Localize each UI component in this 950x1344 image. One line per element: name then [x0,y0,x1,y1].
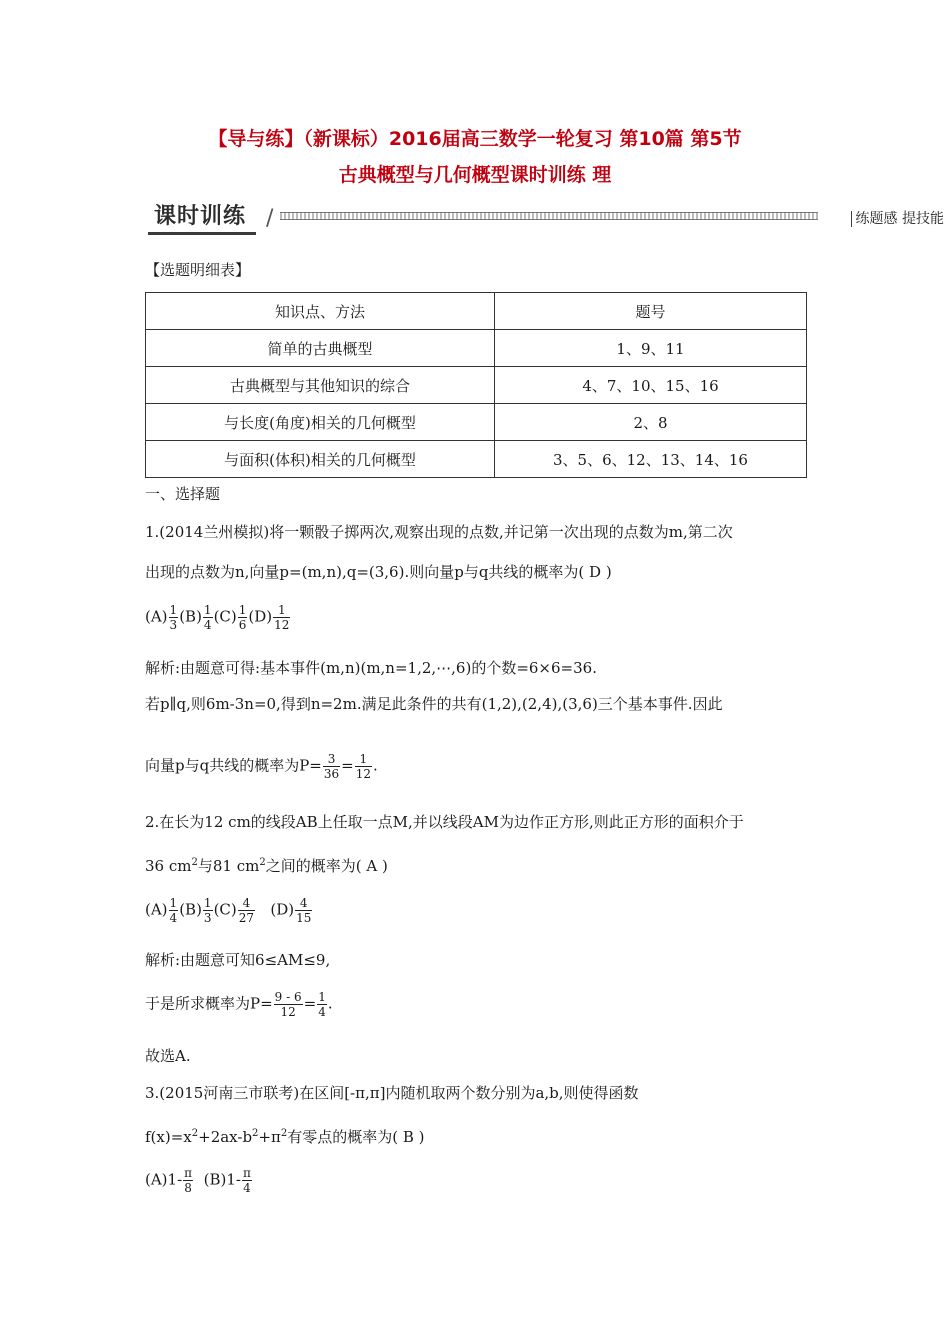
document-title-line1: 【导与练】（新课标）2016届高三数学一轮复习 第10篇 第5节 [208,128,742,150]
table-row [146,441,807,478]
q2-stem-line2: 36 $cm^2$与81 $cm^2$之间的概率为( A ) [145,857,388,875]
q2-options: (A) $\frac{1}{4}$ (B) $\frac{1}{3}$ (C) $\frac{4}{27}$ (D) $\frac{4}{15}$ [145,896,312,925]
topic-table [145,292,807,478]
table-cell: 与长度(角度)相关的几何概型 [146,404,495,441]
table-header-row [146,293,807,330]
section-heading: 一、选择题 [145,485,221,503]
q1-options: (A) $\frac{1}{3}$ (B) $\frac{1}{4}$ (C) $\frac{1}{6}$ (D) $\frac{1}{12}$ [145,603,290,632]
document-title-line2: 古典概型与几何概型课时训练 理 [338,164,612,186]
q2-solution-line1: 解析:由题意可知6≤AM≤9, [145,951,331,969]
banner-rule [280,212,818,220]
table-header-cell: 知识点、方法 [146,293,495,330]
table-cell: 4、7、10、15、16 [495,367,807,404]
q3-stem-line1: 3.(2015河南三市联考)在区间[-π,π]内随机取两个数分别为a,b,则使得函数 [145,1084,639,1102]
q1-solution-line3: 向量p与q共线的概率为P= $\frac{3}{36}$ = $\frac{1}{12}$ . [145,752,378,781]
table-cell: 3、5、6、12、13、14、16 [495,441,807,478]
q2-solution-line2: 于是所求概率为P= $\frac{9 - 6}{12}$ = $\frac{1}{4}$ . [145,990,333,1019]
q2-stem-line1: 2.在长为12 cm的线段AB上任取一点M,并以线段AM为边作正方形,则此正方形的面积介于 [145,813,744,831]
table-cell: 1、9、11 [495,330,807,367]
table-cell: 2、8 [495,404,807,441]
q2-solution-line3: 故选A. [145,1047,191,1065]
table-row [146,330,807,367]
table-row [146,404,807,441]
q3-options: (A)1- $\frac{\pi}{8}$ (B)1- $\frac{\pi}{4}$ [145,1166,251,1195]
q1-stem-line1: 1.(2014兰州模拟)将一颗骰子掷两次,观察出现的点数,并记第一次出现的点数为m,第二次 [145,523,733,541]
section-banner [148,202,948,234]
table-caption: 【选题明细表】 [145,261,251,279]
q1-solution-line1: 解析:由题意可得:基本事件(m,n)(m,n=1,2,⋯,6)的个数=6×6=36. [145,659,597,677]
q3-stem-line2: $f(x)=x^2+2ax-b^2+\pi^2$有零点的概率为( B ) [145,1128,425,1146]
table-cell: 简单的古典概型 [146,330,495,367]
table-row [146,367,807,404]
table-cell: 与面积(体积)相关的几何概型 [146,441,495,478]
banner-tagline: 练题感 提技能 [851,208,944,228]
table-cell: 古典概型与其他知识的综合 [146,367,495,404]
banner-slash-decoration: / [266,206,274,231]
table-header-cell: 题号 [495,293,807,330]
q1-stem-line2: 出现的点数为n,向量p=(m,n),q=(3,6).则向量p与q共线的概率为( D ) [145,563,612,581]
banner-label: 课时训练 [148,202,256,235]
q1-solution-line2: 若p∥q,则6m-3n=0,得到n=2m.满足此条件的共有(1,2),(2,4),(3,6)三个基本事件.因此 [145,695,723,713]
